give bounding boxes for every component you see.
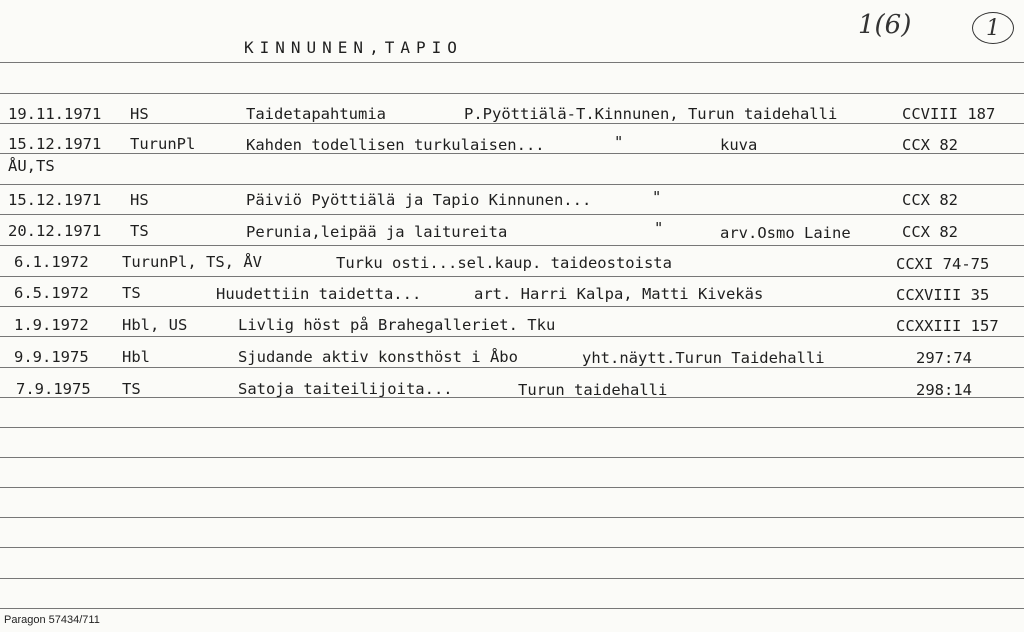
- rule-line: [0, 427, 1024, 428]
- entry-date: 9.9.1975: [14, 348, 89, 366]
- page-count-handwritten: 1(6): [858, 10, 912, 40]
- entry-date: 6.5.1972: [14, 284, 89, 302]
- entry-note: P.Pyöttiälä-T.Kinnunen, Turun taidehalli: [464, 105, 838, 123]
- rule-line: [0, 123, 1024, 124]
- entry-title: Huudettiin taidetta...: [216, 285, 422, 303]
- entry-ref: CCXXIII 157: [896, 317, 999, 335]
- entry-note: yht.näytt.Turun Taidehalli: [582, 349, 825, 367]
- entry-source: TS: [122, 380, 141, 398]
- entry-source: TurunPl: [130, 135, 196, 153]
- entry-source: TurunPl, TS, ÅV: [122, 253, 262, 271]
- entry-source: Hbl, US: [122, 316, 188, 334]
- entry-title: Livlig höst på Brahegalleriet. Tku: [238, 316, 556, 334]
- entry-ditto: ": [614, 133, 624, 151]
- entry-ref: CCVIII 187: [902, 105, 996, 123]
- card-printer-mark: Paragon 57434/711: [4, 614, 100, 626]
- rule-line: [0, 245, 1024, 246]
- entry-ref: CCXI 74-75: [896, 255, 990, 273]
- entry-note: art. Harri Kalpa, Matti Kivekäs: [474, 285, 764, 303]
- entry-ditto: ": [652, 188, 662, 206]
- entry-source: HS: [130, 191, 149, 209]
- rule-line: [0, 276, 1024, 277]
- entry-date: 19.11.1971: [8, 105, 102, 123]
- entry-date: 7.9.1975: [16, 380, 91, 398]
- rule-line: [0, 457, 1024, 458]
- card-title: KINNUNEN,TAPIO: [244, 38, 463, 57]
- rule-line: [0, 517, 1024, 518]
- entry-source: TS: [122, 284, 141, 302]
- entry-ref: 297:74: [916, 349, 972, 367]
- entry-title: Satoja taiteilijoita...: [238, 380, 453, 398]
- entry-date: 1.9.1972: [14, 316, 89, 334]
- entry-ref: CCXVIII 35: [896, 286, 990, 304]
- rule-line: [0, 184, 1024, 185]
- entry-source: HS: [130, 105, 149, 123]
- rule-line: [0, 336, 1024, 337]
- entry-ref: 298:14: [916, 381, 972, 399]
- entry-source-extra: ÅU,TS: [8, 157, 55, 175]
- rule-line: [0, 397, 1024, 398]
- entry-title: Taidetapahtumia: [246, 105, 386, 123]
- rule-line: [0, 214, 1024, 215]
- entry-ditto: ": [654, 219, 664, 237]
- entry-title: Päiviö Pyöttiälä ja Tapio Kinnunen...: [246, 191, 592, 209]
- entry-source: Hbl: [122, 348, 150, 366]
- card-number-circle: [972, 12, 1014, 44]
- entry-note: kuva: [720, 136, 758, 154]
- entry-date: 20.12.1971: [8, 222, 102, 240]
- rule-line: [0, 547, 1024, 548]
- entry-note: arv.Osmo Laine: [720, 224, 851, 242]
- rule-line: [0, 367, 1024, 368]
- rule-line: [0, 93, 1024, 94]
- entry-ref: CCX 82: [902, 191, 958, 209]
- rule-line: [0, 487, 1024, 488]
- rule-line: [0, 578, 1024, 579]
- entry-title: Perunia,leipää ja laitureita: [246, 223, 508, 241]
- entry-title: Kahden todellisen turkulaisen...: [246, 136, 545, 154]
- rule-line: [0, 306, 1024, 307]
- entry-note: Turun taidehalli: [518, 381, 668, 399]
- entry-date: 15.12.1971: [8, 135, 102, 153]
- entry-ref: CCX 82: [902, 136, 958, 154]
- entry-source: TS: [130, 222, 149, 240]
- card-number: 1: [986, 15, 1000, 41]
- entry-title: Turku osti...sel.kaup. taideostoista: [336, 254, 672, 272]
- entry-date: 6.1.1972: [14, 253, 89, 271]
- entry-ref: CCX 82: [902, 223, 958, 241]
- rule-line: [0, 62, 1024, 63]
- rule-line: [0, 608, 1024, 609]
- entry-title: Sjudande aktiv konsthöst i Åbo: [238, 348, 518, 366]
- entry-date: 15.12.1971: [8, 191, 102, 209]
